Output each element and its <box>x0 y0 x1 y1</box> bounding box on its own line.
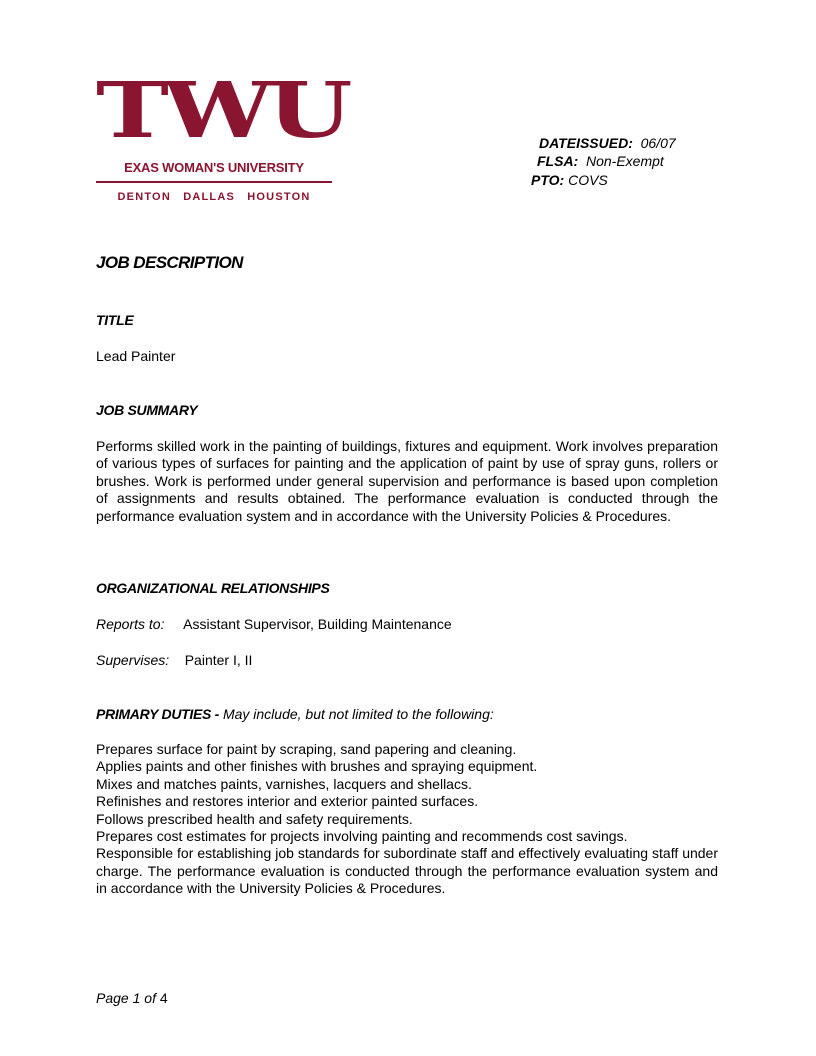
flsa-line <box>537 152 664 171</box>
logo-wordmark: TWU <box>96 65 347 156</box>
summary-text: Performs skilled work in the painting of buildings, fixtures and equipment. Work involves preparation of various types of surfaces for painting and the application of paint by use of spray guns, rollers or brushes. Work is performed under general supervision and performance is based upon completion of assignments and results obtained. The performance evaluation is conducted through the performance evaluation system and in accordance with the University Policies & Procedures. <box>96 438 718 524</box>
duties-heading-note: May include, but not limited to the following: <box>222 706 494 722</box>
footer-of: of <box>144 990 156 1006</box>
footer-page-number: 1 <box>132 990 141 1006</box>
duty-item: Refinishes and restores interior and exterior painted surfaces. <box>96 793 479 810</box>
date-issued-label: DATEISSUED: <box>539 135 633 151</box>
logo-rule <box>96 181 332 183</box>
duty-item: Prepares cost estimates for projects involving painting and recommends cost savings. <box>96 828 628 845</box>
duty-item: Responsible for establishing job standards for subordinate staff and effectively evaluating staff under charge. The performance evaluation is conducted through the performance evaluation system and in accordance with the University Policies & Procedures. <box>96 845 718 897</box>
summary-heading: JOB SUMMARY <box>96 402 198 418</box>
flsa-value: Non-Exempt <box>586 153 664 169</box>
duty-item: Follows prescribed health and safety requirements. <box>96 810 413 827</box>
logo-university-name: EXAS WOMAN'S UNIVERSITY <box>96 158 332 178</box>
document-title: JOB DESCRIPTION <box>96 253 243 272</box>
date-issued-value: 06/07 <box>640 135 676 151</box>
supervises-label: Supervises: <box>96 652 170 668</box>
supervises-line <box>96 652 252 669</box>
pto-label: PTO: <box>531 172 565 188</box>
supervises-value: Painter I, II <box>184 652 253 668</box>
duty-item: Prepares surface for paint by scraping, sand papering and cleaning. <box>96 741 517 757</box>
duties-heading: PRIMARY DUTIES - <box>96 706 220 722</box>
pto-line <box>531 171 608 190</box>
logo-cities: DENTON DALLAS HOUSTON <box>117 191 311 203</box>
footer-page-prefix: Page <box>96 990 129 1006</box>
duties-heading-line <box>96 706 494 723</box>
title-heading: TITLE <box>96 312 134 328</box>
pto-value: COVS <box>568 172 608 188</box>
reports-to-label: Reports to: <box>96 616 165 632</box>
twu-logo <box>96 65 347 211</box>
reports-to-line <box>96 616 452 633</box>
job-title-value: Lead Painter <box>96 348 176 364</box>
duty-item: Mixes and matches paints, varnishes, lacquers and shellacs. <box>96 775 472 792</box>
org-heading: ORGANIZATIONAL RELATIONSHIPS <box>96 580 330 596</box>
date-issued-line <box>539 134 676 153</box>
page-footer <box>96 990 168 1006</box>
footer-page-total: 4 <box>159 990 168 1006</box>
duty-item: Applies paints and other finishes with brushes and spraying equipment. <box>96 758 538 775</box>
duties-list <box>96 741 718 898</box>
flsa-label: FLSA: <box>537 153 579 169</box>
reports-to-value: Assistant Supervisor, Building Maintenance <box>183 616 452 632</box>
